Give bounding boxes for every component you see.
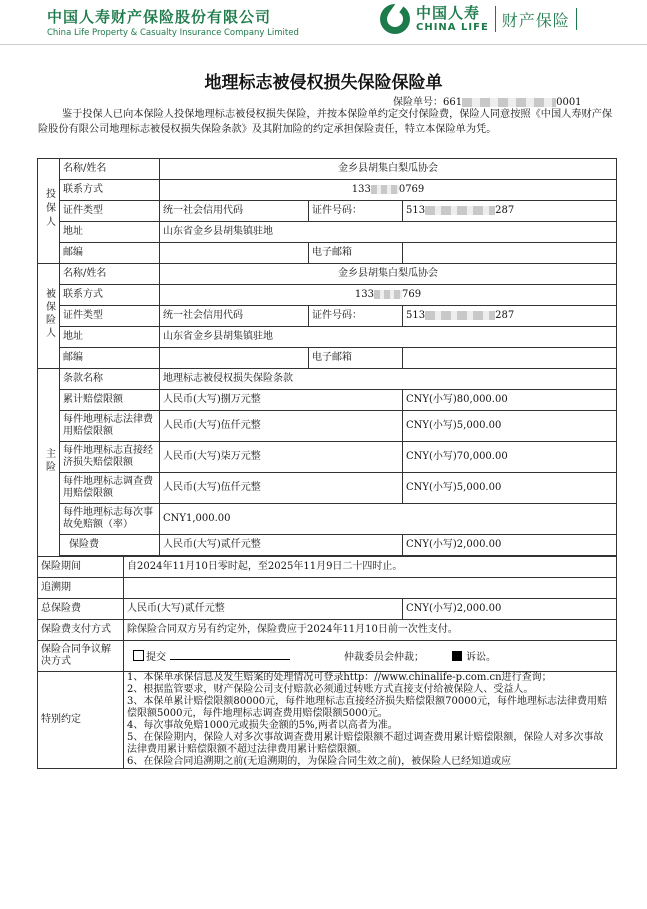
insured-contact-label: 联系方式: [60, 285, 160, 306]
premium-lower: CNY(小写)2,000.00: [403, 535, 617, 556]
dispute-litigation: 诉讼。: [466, 651, 496, 663]
insured-postcode: [160, 348, 309, 369]
limit-row-label: 每件地理标志调查费用赔偿限额: [60, 473, 160, 504]
payment-value: 除保险合同双方另有约定外，保险费应于2024年11月10日前一次性支付。: [124, 620, 617, 641]
applicant-contact-label: 联系方式: [60, 180, 160, 201]
policy-number-prefix: 661: [443, 97, 463, 108]
special-item: 2、根据监管要求，财产保险公司支付赔款必须通过转账方式直接支付给被保险人、受益人。: [127, 684, 534, 695]
limit-upper: 人民币(大写)伍仟元整: [160, 411, 403, 442]
insured-section-label: 被保险人: [38, 264, 60, 369]
period-label: 保险期间: [38, 557, 124, 578]
limit-row-label: 累计赔偿限额: [60, 390, 160, 411]
policy-number-label: 保险单号：: [393, 97, 443, 108]
insured-idno: 513 287: [403, 306, 617, 327]
total-premium-upper: 人民币(大写)贰仟元整: [124, 599, 403, 620]
brand-divider-end: [576, 8, 577, 30]
brand-divider: [495, 6, 496, 32]
insured-idtype: 统一社会信用代码: [160, 306, 309, 327]
total-premium-label: 总保险费: [38, 599, 124, 620]
applicant-postcode: [160, 243, 309, 264]
retro-label: 追溯期: [38, 578, 124, 599]
limit-lower: CNY(小写)80,000.00: [403, 390, 617, 411]
applicant-idtype: 统一社会信用代码: [160, 201, 309, 222]
company-name-en: China Life Property & Casualty Insurance Company Limited: [47, 28, 299, 38]
special-item: 1、本保单承保信息及发生赔案的处理情况可登录http：//www.chinalife-p.com.cn进行查询；: [127, 672, 552, 683]
special-item: 4、每次事故免赔1000元或损失金额的5%,两者以高者为准。: [127, 720, 398, 731]
limit-upper: 人民币(大写)捌万元整: [160, 390, 403, 411]
limit-lower: CNY(小写)5,000.00: [403, 411, 617, 442]
company-name-cn: 中国人寿财产保险股份有限公司: [47, 8, 272, 26]
premium-label: 保险费: [60, 535, 160, 556]
policy-table: [37, 158, 617, 769]
brand-logo: [380, 4, 577, 34]
premium-upper: 人民币(大写)贰仟元整: [160, 535, 403, 556]
applicant-name-label: 名称/姓名: [60, 159, 160, 180]
clause-label: 条款名称: [60, 369, 160, 390]
applicant-section-label: 投保人: [38, 159, 60, 264]
intro-paragraph: 鉴于投保人已向本保险人投保地理标志被侵权损失保险，并按本保险单约定交付保险费，保险人同意按照《中国人寿财产保险股份有限公司地理标志被侵权损失保险条款》及其附加险的约定承担保险责任，特立本保险单为凭。: [38, 109, 613, 135]
retro-value: [124, 578, 617, 599]
dispute-arbitration: 仲裁委员会仲裁；: [344, 651, 424, 663]
insured-email: [403, 348, 617, 369]
insured-address: 山东省金乡县胡集镇驻地: [160, 327, 617, 348]
period-value: 自2024年11月10日零时起，至2025年11月9日二十四时止。: [124, 557, 617, 578]
coverage-section-label: 主险: [38, 369, 60, 557]
applicant-email-label: 电子邮箱: [309, 243, 403, 264]
brand-property: 财产保险: [501, 10, 570, 30]
policy-number-suffix: 0001: [556, 97, 582, 108]
dispute-submit: 提交: [146, 651, 166, 663]
deductible-value: CNY1,000.00: [160, 504, 617, 535]
limit-lower: CNY(小写)70,000.00: [403, 442, 617, 473]
insured-name: 金乡县胡集白梨瓜协会: [160, 264, 617, 285]
insured-email-label: 电子邮箱: [309, 348, 403, 369]
special-item: 6、在保险合同追溯期之前(无追溯期的，为保险合同生效之前)，被保险人已经知道或应: [127, 756, 512, 767]
deductible-label: 每件地理标志每次事故免赔额（率）: [60, 504, 160, 535]
dispute-options: [124, 641, 617, 672]
special-item: 5、在保险期内，保险人对多次事故调查费用累计赔偿限额不超过调查费用累计赔偿限额，保险人对多次事故法律费用累计赔偿限额不超过法律费用累计赔偿限额。: [127, 732, 604, 755]
header-rule: [0, 44, 647, 45]
limit-row-label: 每件地理标志法律费用赔偿限额: [60, 411, 160, 442]
insured-address-label: 地址: [60, 327, 160, 348]
dispute-label: 保险合同争议解决方式: [38, 641, 124, 672]
redaction-mask: [462, 98, 556, 107]
insured-idno-label: 证件号码：: [309, 306, 403, 327]
applicant-contact: 133 0769: [160, 180, 617, 201]
applicant-idno: 513 287: [403, 201, 617, 222]
insured-postcode-label: 邮编: [60, 348, 160, 369]
insured-contact: 133 769: [160, 285, 617, 306]
applicant-postcode-label: 邮编: [60, 243, 160, 264]
applicant-idtype-label: 证件类型: [60, 201, 160, 222]
limit-upper: 人民币(大写)柒万元整: [160, 442, 403, 473]
china-life-logo-icon: [380, 4, 410, 34]
special-terms: [124, 672, 617, 769]
brand-en: CHINA LIFE: [416, 21, 489, 33]
checkbox-checked-icon: [452, 651, 462, 661]
policy-number: [393, 93, 582, 108]
checkbox-unchecked-icon: [133, 650, 144, 661]
payment-label: 保险费支付方式: [38, 620, 124, 641]
special-item: 3、本保单累计赔偿限额80000元，每件地理标志直接经济损失赔偿限额70000元，每件地理标志法律费用赔偿限额5000元，每件地理标志调查费用赔偿限额5000元。: [127, 696, 607, 719]
document-title: 地理标志被侵权损失保险保险单: [204, 73, 443, 93]
applicant-address: 山东省金乡县胡集镇驻地: [160, 222, 617, 243]
company-header: [47, 6, 299, 38]
applicant-address-label: 地址: [60, 222, 160, 243]
arbitration-blank: [170, 649, 290, 660]
limit-upper: 人民币(大写)伍仟元整: [160, 473, 403, 504]
clause-name: 地理标志被侵权损失保险条款: [160, 369, 617, 390]
limit-row-label: 每件地理标志直接经济损失赔偿限额: [60, 442, 160, 473]
brand-cn: 中国人寿: [416, 3, 481, 22]
insured-name-label: 名称/姓名: [60, 264, 160, 285]
special-label: 特别约定: [38, 672, 124, 769]
applicant-idno-label: 证件号码：: [309, 201, 403, 222]
insured-idtype-label: 证件类型: [60, 306, 160, 327]
total-premium-lower: CNY(小写)2,000.00: [403, 599, 617, 620]
applicant-email: [403, 243, 617, 264]
applicant-name: 金乡县胡集白梨瓜协会: [160, 159, 617, 180]
limit-lower: CNY(小写)5,000.00: [403, 473, 617, 504]
